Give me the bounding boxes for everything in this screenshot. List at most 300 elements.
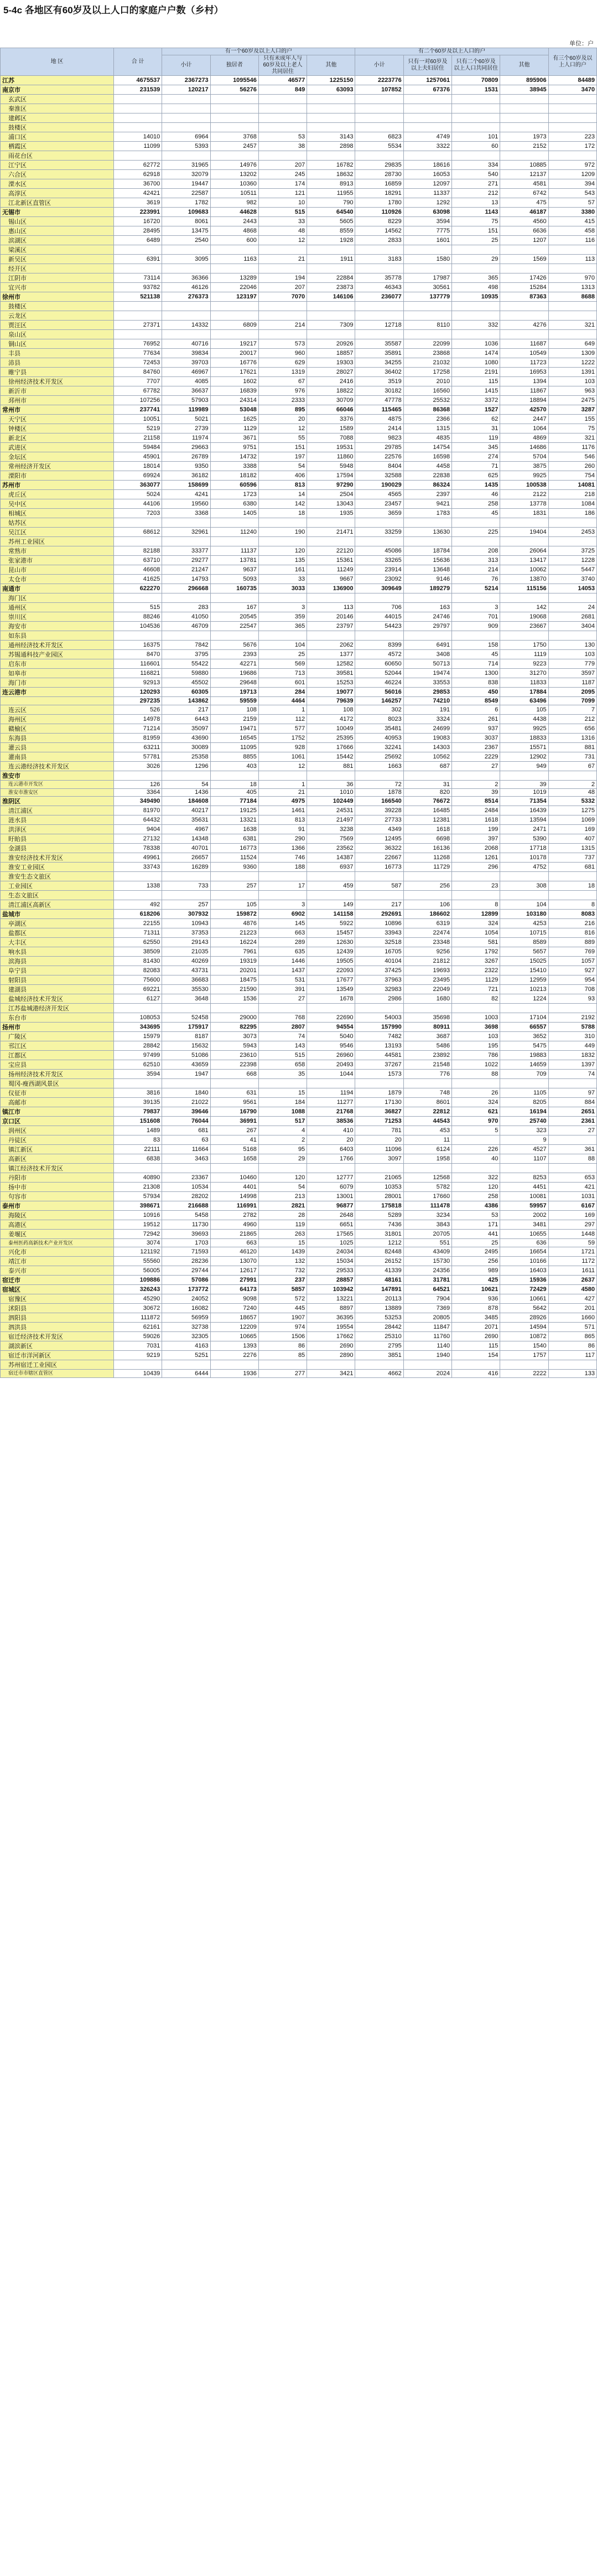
- value-cell: 289: [258, 938, 307, 947]
- region-name-cell: 泗阳县: [1, 1313, 114, 1323]
- table-row: [1, 396, 597, 405]
- value-cell: 3287: [548, 405, 596, 415]
- value-cell: 18784: [403, 546, 451, 556]
- value-cell: 3470: [548, 85, 596, 95]
- value-cell: 42271: [210, 659, 258, 669]
- value-cell: 103180: [500, 910, 548, 919]
- value-cell: [403, 537, 451, 546]
- value-cell: 989: [452, 1266, 500, 1276]
- value-cell: 2471: [500, 825, 548, 834]
- value-cell: 1589: [307, 424, 355, 433]
- value-cell: 3388: [210, 462, 258, 471]
- value-cell: 706: [355, 603, 403, 612]
- value-cell: 113: [548, 255, 596, 264]
- value-cell: 14793: [162, 575, 210, 584]
- value-cell: 9360: [210, 863, 258, 872]
- value-cell: [500, 330, 548, 339]
- value-cell: 212: [452, 189, 500, 198]
- value-cell: 2414: [355, 424, 403, 433]
- value-cell: 5922: [307, 919, 355, 928]
- value-cell: 12097: [403, 179, 451, 189]
- value-cell: 1601: [403, 236, 451, 245]
- value-cell: 277: [258, 1370, 307, 1378]
- value-cell: [307, 872, 355, 881]
- value-cell: 14081: [548, 481, 596, 490]
- value-cell: 167: [210, 603, 258, 612]
- value-cell: 56016: [355, 688, 403, 697]
- region-name-cell: 东海县: [1, 733, 114, 742]
- value-cell: 449: [548, 1041, 596, 1051]
- value-cell: 16439: [500, 806, 548, 815]
- value-cell: 1393: [210, 1341, 258, 1351]
- region-name-cell: 邗江区: [1, 1041, 114, 1051]
- value-cell: 20017: [210, 349, 258, 358]
- table-row: [1, 659, 597, 669]
- value-cell: [258, 245, 307, 255]
- value-cell: 13778: [500, 499, 548, 509]
- value-cell: 23092: [355, 575, 403, 584]
- region-name-cell: 苏锡通科技产业园区: [1, 650, 114, 659]
- value-cell: 7482: [355, 1032, 403, 1041]
- value-cell: 43690: [162, 733, 210, 742]
- value-cell: 8549: [452, 697, 500, 705]
- value-cell: 40104: [355, 957, 403, 966]
- table-row: [1, 724, 597, 733]
- value-cell: 35891: [355, 349, 403, 358]
- region-name-cell: 江宁区: [1, 161, 114, 170]
- value-cell: 492: [114, 900, 162, 910]
- value-cell: 708: [548, 985, 596, 994]
- region-name-cell: 海陵区: [1, 1211, 114, 1220]
- value-cell: 16485: [403, 806, 451, 815]
- region-name-cell: 惠山区: [1, 226, 114, 236]
- table-row: [1, 142, 597, 151]
- value-cell: 16654: [500, 1247, 548, 1257]
- value-cell: 3698: [452, 1023, 500, 1032]
- table-row: [1, 490, 597, 499]
- table-row: [1, 208, 597, 217]
- value-cell: 2651: [548, 1107, 596, 1117]
- region-name-cell: 灌云县: [1, 742, 114, 752]
- value-cell: 6403: [307, 1145, 355, 1154]
- value-cell: 1540: [500, 1341, 548, 1351]
- value-cell: 1446: [258, 957, 307, 966]
- table-row: [1, 85, 597, 95]
- value-cell: 2447: [500, 415, 548, 424]
- region-name-cell: 扬州市: [1, 1023, 114, 1032]
- value-cell: [500, 123, 548, 132]
- value-cell: 66046: [307, 405, 355, 415]
- value-cell: 23914: [355, 565, 403, 575]
- table-row: [1, 405, 597, 415]
- value-cell: 577: [258, 724, 307, 733]
- value-cell: 24531: [307, 806, 355, 815]
- value-cell: 13870: [500, 575, 548, 584]
- table-row: [1, 1220, 597, 1230]
- value-cell: [210, 151, 258, 161]
- table-row: [1, 283, 597, 292]
- value-cell: 207: [258, 161, 307, 170]
- value-cell: 974: [258, 1323, 307, 1332]
- value-cell: 2821: [258, 1201, 307, 1211]
- value-cell: 16776: [210, 358, 258, 368]
- value-cell: 36827: [355, 1107, 403, 1117]
- value-cell: 76952: [114, 339, 162, 349]
- value-cell: [355, 311, 403, 321]
- value-cell: 22812: [403, 1107, 451, 1117]
- value-cell: 54003: [355, 1013, 403, 1023]
- value-cell: 546: [548, 452, 596, 462]
- value-cell: 151: [452, 226, 500, 236]
- value-cell: 84760: [114, 368, 162, 377]
- value-cell: 2159: [210, 714, 258, 724]
- value-cell: 132: [258, 1257, 307, 1266]
- value-cell: 6380: [210, 499, 258, 509]
- value-cell: 12209: [210, 1323, 258, 1332]
- value-cell: 1315: [403, 424, 451, 433]
- value-cell: 1935: [307, 509, 355, 518]
- value-cell: 35698: [403, 1013, 451, 1023]
- value-cell: 54: [162, 780, 210, 788]
- value-cell: 8: [452, 900, 500, 910]
- value-cell: 29853: [403, 688, 451, 697]
- value-cell: 52458: [162, 1013, 210, 1023]
- value-cell: 22884: [307, 273, 355, 283]
- value-cell: 1415: [452, 386, 500, 396]
- value-cell: [452, 537, 500, 546]
- value-cell: 2397: [403, 490, 451, 499]
- value-cell: 16560: [403, 386, 451, 396]
- value-cell: 97499: [114, 1051, 162, 1060]
- value-cell: 1618: [403, 825, 451, 834]
- value-cell: 16773: [210, 844, 258, 853]
- value-cell: 1069: [548, 815, 596, 825]
- table-row: [1, 1201, 597, 1211]
- value-cell: 4253: [500, 919, 548, 928]
- value-cell: [500, 1164, 548, 1173]
- value-cell: 21548: [403, 1060, 451, 1070]
- value-cell: 2443: [210, 217, 258, 226]
- value-cell: 25: [452, 236, 500, 245]
- value-cell: 67: [258, 377, 307, 386]
- region-name-cell: 沭阳县: [1, 1304, 114, 1313]
- value-cell: 9256: [403, 947, 451, 957]
- value-cell: 73114: [114, 273, 162, 283]
- value-cell: 9350: [162, 462, 210, 471]
- value-cell: 2276: [210, 1351, 258, 1360]
- value-cell: 3687: [403, 1032, 451, 1041]
- value-cell: 257: [162, 900, 210, 910]
- value-cell: 9: [500, 1135, 548, 1145]
- value-cell: 28730: [355, 170, 403, 179]
- value-cell: 62772: [114, 161, 162, 170]
- value-cell: [452, 1135, 500, 1145]
- value-cell: 84489: [548, 76, 596, 85]
- region-name-cell: 溧阳市: [1, 471, 114, 481]
- value-cell: 123197: [210, 292, 258, 302]
- value-cell: [258, 104, 307, 113]
- value-cell: 9098: [210, 1294, 258, 1304]
- value-cell: 86: [258, 1341, 307, 1351]
- value-cell: 113: [307, 603, 355, 612]
- region-name-cell: 如东县: [1, 631, 114, 641]
- value-cell: 95: [258, 1145, 307, 1154]
- value-cell: 184: [258, 1098, 307, 1107]
- value-cell: 2: [258, 1135, 307, 1145]
- value-cell: [403, 518, 451, 528]
- value-cell: [307, 330, 355, 339]
- value-cell: 5782: [403, 1183, 451, 1192]
- value-cell: 62161: [114, 1323, 162, 1332]
- value-cell: 29835: [355, 161, 403, 170]
- value-cell: 297: [548, 1220, 596, 1230]
- table-row: [1, 872, 597, 881]
- table-row: [1, 584, 597, 593]
- value-cell: 5788: [548, 1023, 596, 1032]
- value-cell: 39834: [162, 349, 210, 358]
- value-cell: 12630: [307, 938, 355, 947]
- value-cell: [452, 1079, 500, 1088]
- value-cell: 1625: [210, 415, 258, 424]
- value-cell: 345: [452, 443, 500, 452]
- value-cell: 2367273: [162, 76, 210, 85]
- value-cell: 4172: [307, 714, 355, 724]
- value-cell: [452, 593, 500, 603]
- value-cell: 44106: [114, 499, 162, 509]
- value-cell: 970: [452, 1117, 500, 1126]
- value-cell: 1907: [258, 1313, 307, 1323]
- value-cell: [162, 537, 210, 546]
- table-row: [1, 161, 597, 170]
- value-cell: 10885: [500, 161, 548, 170]
- value-cell: 2152: [500, 142, 548, 151]
- value-cell: 12381: [403, 815, 451, 825]
- value-cell: 119989: [162, 405, 210, 415]
- region-name-cell: 吴江区: [1, 528, 114, 537]
- value-cell: 14348: [162, 834, 210, 844]
- region-name-cell: 姑苏区: [1, 518, 114, 528]
- value-cell: 1940: [403, 1351, 451, 1360]
- value-cell: 11524: [210, 853, 258, 863]
- value-cell: 2002: [500, 1211, 548, 1220]
- value-cell: 1054: [452, 928, 500, 938]
- value-cell: 363077: [114, 481, 162, 490]
- value-cell: 6742: [500, 189, 548, 198]
- region-name-cell: 京口区: [1, 1117, 114, 1126]
- value-cell: 16053: [403, 170, 451, 179]
- value-cell: 119: [258, 1220, 307, 1230]
- value-cell: 12617: [210, 1266, 258, 1276]
- value-cell: 10665: [210, 1332, 258, 1341]
- value-cell: 19693: [403, 966, 451, 975]
- value-cell: 668: [210, 1070, 258, 1079]
- value-cell: 22576: [355, 452, 403, 462]
- region-name-cell: 宿豫区: [1, 1294, 114, 1304]
- value-cell: 1638: [210, 825, 258, 834]
- value-cell: 9223: [500, 659, 548, 669]
- value-cell: 86: [548, 1341, 596, 1351]
- value-cell: 147891: [355, 1285, 403, 1294]
- value-cell: 166540: [355, 797, 403, 806]
- value-cell: 40701: [162, 844, 210, 853]
- value-cell: 8083: [548, 910, 596, 919]
- value-cell: [258, 891, 307, 900]
- table-row: [1, 631, 597, 641]
- value-cell: 296: [452, 863, 500, 872]
- value-cell: [162, 151, 210, 161]
- value-cell: 39703: [162, 358, 210, 368]
- value-cell: 12: [258, 236, 307, 245]
- value-cell: 4527: [500, 1145, 548, 1154]
- value-cell: 7: [548, 705, 596, 714]
- table-row: [1, 1154, 597, 1164]
- value-cell: 1: [258, 780, 307, 788]
- value-cell: 768: [258, 1013, 307, 1023]
- table-row: [1, 771, 597, 780]
- value-cell: [355, 1004, 403, 1013]
- value-cell: 3143: [307, 132, 355, 142]
- value-cell: 572: [258, 1294, 307, 1304]
- value-cell: 326243: [114, 1285, 162, 1294]
- value-cell: 7904: [403, 1294, 451, 1304]
- value-cell: 63: [162, 1135, 210, 1145]
- table-row: [1, 528, 597, 537]
- value-cell: 754: [548, 471, 596, 481]
- table-row: [1, 603, 597, 612]
- value-cell: 22120: [307, 546, 355, 556]
- table-row: [1, 705, 597, 714]
- value-cell: 108053: [114, 1013, 162, 1023]
- value-cell: [307, 518, 355, 528]
- value-cell: 55: [258, 433, 307, 443]
- value-cell: 20113: [355, 1294, 403, 1304]
- value-cell: 27991: [210, 1276, 258, 1285]
- table-row: [1, 415, 597, 424]
- region-name-cell: 鼓楼区: [1, 302, 114, 311]
- value-cell: 3238: [307, 825, 355, 834]
- value-cell: 35778: [355, 273, 403, 283]
- table-row: [1, 273, 597, 283]
- region-name-cell: 姜堰区: [1, 1230, 114, 1239]
- value-cell: 332: [452, 321, 500, 330]
- value-cell: 4752: [500, 863, 548, 872]
- value-cell: 142: [500, 603, 548, 612]
- region-name-cell: 泉山区: [1, 330, 114, 339]
- value-cell: 35097: [162, 724, 210, 733]
- value-cell: [355, 113, 403, 123]
- region-name-cell: 高港区: [1, 1220, 114, 1230]
- value-cell: [500, 151, 548, 161]
- value-cell: 618206: [114, 910, 162, 919]
- value-cell: [258, 1360, 307, 1370]
- value-cell: 135: [258, 556, 307, 565]
- table-row: [1, 900, 597, 910]
- value-cell: 43409: [403, 1247, 451, 1257]
- value-cell: 5021: [162, 415, 210, 424]
- value-cell: 14562: [355, 226, 403, 236]
- value-cell: 104: [258, 641, 307, 650]
- value-cell: 13648: [403, 565, 451, 575]
- value-cell: 45901: [114, 452, 162, 462]
- value-cell: 76044: [162, 1117, 210, 1126]
- value-cell: 4875: [355, 415, 403, 424]
- region-name-cell: 淮安市: [1, 771, 114, 780]
- value-cell: 23367: [162, 1173, 210, 1183]
- value-cell: 7369: [403, 1304, 451, 1313]
- value-cell: 972: [548, 161, 596, 170]
- value-cell: 23562: [307, 844, 355, 853]
- value-cell: 16224: [210, 938, 258, 947]
- value-cell: 15730: [403, 1257, 451, 1266]
- region-name-cell: 清江浦区: [1, 806, 114, 815]
- value-cell: 6319: [403, 919, 451, 928]
- value-cell: 76672: [403, 797, 451, 806]
- table-row: [1, 1360, 597, 1370]
- value-cell: 60650: [355, 659, 403, 669]
- table-row: [1, 752, 597, 761]
- table-row: [1, 349, 597, 358]
- value-cell: 27: [258, 994, 307, 1004]
- value-cell: 16403: [500, 1266, 548, 1276]
- value-cell: 71214: [114, 724, 162, 733]
- value-cell: 40: [452, 1154, 500, 1164]
- value-cell: 458: [548, 226, 596, 236]
- value-cell: 28926: [500, 1313, 548, 1323]
- value-cell: [162, 593, 210, 603]
- value-cell: 8205: [500, 1098, 548, 1107]
- value-cell: 23868: [403, 349, 451, 358]
- value-cell: 9219: [114, 1351, 162, 1360]
- value-cell: 33265: [355, 556, 403, 565]
- region-name-cell: 武进区: [1, 443, 114, 452]
- value-cell: 721: [452, 985, 500, 994]
- value-cell: 3234: [403, 1211, 451, 1220]
- value-cell: [210, 891, 258, 900]
- value-cell: 445: [258, 1304, 307, 1313]
- value-cell: 32983: [355, 985, 403, 994]
- value-cell: 17718: [500, 844, 548, 853]
- value-cell: 36991: [210, 1117, 258, 1126]
- value-cell: 36182: [162, 471, 210, 481]
- value-cell: 1663: [355, 761, 403, 771]
- value-cell: 881: [548, 742, 596, 752]
- value-cell: [548, 537, 596, 546]
- value-cell: 2890: [307, 1351, 355, 1360]
- value-cell: 5948: [307, 462, 355, 471]
- value-cell: 13221: [307, 1294, 355, 1304]
- value-cell: 21022: [162, 1098, 210, 1107]
- value-cell: 600: [210, 236, 258, 245]
- value-cell: 23892: [403, 1051, 451, 1060]
- value-cell: 5642: [500, 1304, 548, 1313]
- value-cell: 714: [452, 659, 500, 669]
- value-cell: [500, 1360, 548, 1370]
- value-cell: 6489: [114, 236, 162, 245]
- value-cell: 5857: [258, 1285, 307, 1294]
- table-row: [1, 1332, 597, 1341]
- value-cell: [162, 518, 210, 528]
- table-row: [1, 226, 597, 236]
- value-cell: 55422: [162, 659, 210, 669]
- value-cell: 33377: [162, 546, 210, 556]
- value-cell: 21: [258, 255, 307, 264]
- value-cell: [355, 1164, 403, 1173]
- region-name-cell: 无锡市: [1, 208, 114, 217]
- value-cell: 3364: [114, 788, 162, 797]
- value-cell: 104536: [114, 622, 162, 631]
- value-cell: 48: [258, 226, 307, 236]
- value-cell: 17565: [307, 1230, 355, 1239]
